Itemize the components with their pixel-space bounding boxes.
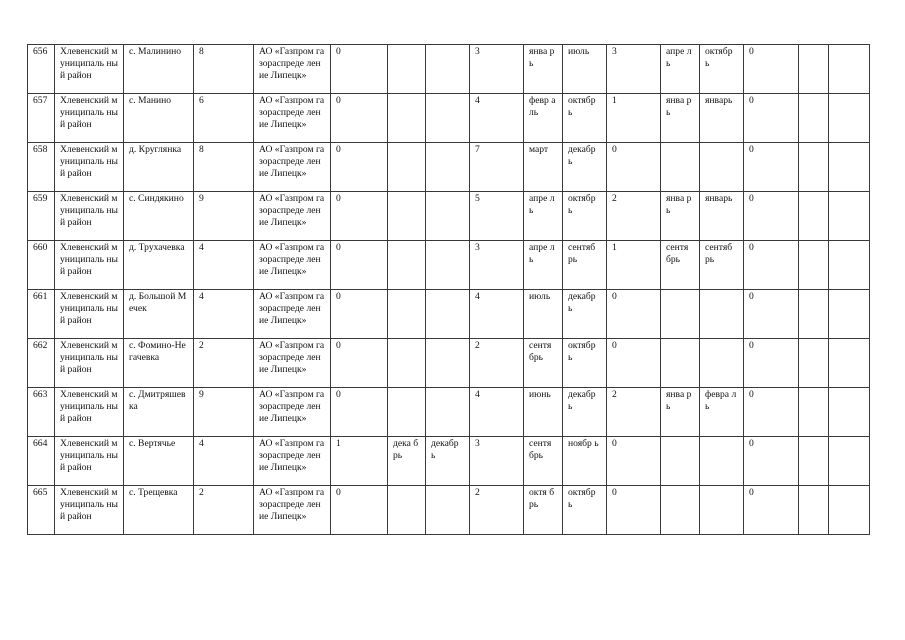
table-cell: октябр ь: [563, 339, 607, 388]
table-cell: 0: [331, 339, 388, 388]
table-cell: июль: [524, 290, 563, 339]
table-cell: 4: [470, 94, 524, 143]
table-cell: [426, 486, 470, 535]
table-cell: [661, 143, 700, 192]
table-cell: 661: [28, 290, 55, 339]
table-cell: 0: [331, 45, 388, 94]
table-cell: сентя брь: [524, 437, 563, 486]
table-cell: 0: [744, 241, 799, 290]
table-cell: Хлевенский муниципаль ный район: [55, 290, 124, 339]
table-cell: декабр ь: [563, 290, 607, 339]
table-cell: 9: [194, 388, 254, 437]
table-cell: 0: [607, 486, 661, 535]
table-cell: февр аль: [524, 94, 563, 143]
table-body: [28, 45, 870, 535]
table-cell: [829, 143, 870, 192]
table-cell: [829, 45, 870, 94]
table-cell: 662: [28, 339, 55, 388]
table-row: [28, 94, 870, 143]
table-cell: 4: [194, 437, 254, 486]
table-cell: сентя брь: [524, 339, 563, 388]
table-cell: 2: [470, 486, 524, 535]
table-row: [28, 290, 870, 339]
table-cell: [799, 192, 829, 241]
table-cell: 0: [744, 339, 799, 388]
table-cell: с. Вертячье: [124, 437, 194, 486]
table-cell: [829, 339, 870, 388]
table-cell: [426, 290, 470, 339]
table-cell: д. Большой Мечек: [124, 290, 194, 339]
table-cell: 1: [607, 241, 661, 290]
table-cell: 0: [744, 486, 799, 535]
table-cell: АО «Газпром газораспреде ление Липецк»: [254, 290, 331, 339]
table-cell: Хлевенский муниципаль ный район: [55, 192, 124, 241]
table-cell: апре ль: [661, 45, 700, 94]
table-cell: [829, 290, 870, 339]
table-cell: [426, 45, 470, 94]
table-cell: [388, 143, 426, 192]
table-cell: ноябр ь: [563, 437, 607, 486]
table-cell: 1: [331, 437, 388, 486]
table-cell: 1: [607, 94, 661, 143]
table-cell: [388, 290, 426, 339]
table-cell: [426, 143, 470, 192]
table-cell: с. Манино: [124, 94, 194, 143]
table-cell: 0: [607, 290, 661, 339]
table-cell: Хлевенский муниципаль ный район: [55, 45, 124, 94]
table-cell: [388, 486, 426, 535]
table-cell: [388, 241, 426, 290]
table-cell: [799, 143, 829, 192]
table-cell: дека брь: [388, 437, 426, 486]
table-cell: [388, 94, 426, 143]
table-cell: АО «Газпром газораспреде ление Липецк»: [254, 437, 331, 486]
table-cell: янва рь: [661, 388, 700, 437]
table-row: [28, 339, 870, 388]
table-cell: 3: [470, 437, 524, 486]
table-cell: 0: [607, 437, 661, 486]
table-cell: [388, 388, 426, 437]
table-cell: с. Фомино-Негачевка: [124, 339, 194, 388]
table-cell: 0: [331, 94, 388, 143]
table-cell: 0: [744, 290, 799, 339]
table-cell: сентяб рь: [700, 241, 744, 290]
table-cell: Хлевенский муниципаль ный район: [55, 388, 124, 437]
table-cell: 2: [194, 486, 254, 535]
table-cell: 0: [744, 45, 799, 94]
table-cell: Хлевенский муниципаль ный район: [55, 339, 124, 388]
data-table: [27, 44, 870, 535]
table-cell: [829, 192, 870, 241]
table-cell: октябр ь: [563, 94, 607, 143]
table-cell: [829, 486, 870, 535]
table-cell: янва рь: [524, 45, 563, 94]
table-cell: АО «Газпром газораспреде ление Липецк»: [254, 339, 331, 388]
table-cell: [661, 290, 700, 339]
table-cell: [661, 486, 700, 535]
table-cell: АО «Газпром газораспреде ление Липецк»: [254, 388, 331, 437]
table-cell: [426, 339, 470, 388]
table-cell: [388, 192, 426, 241]
table-row: [28, 437, 870, 486]
table-cell: октябр ь: [563, 192, 607, 241]
table-cell: 0: [331, 241, 388, 290]
table-cell: 5: [470, 192, 524, 241]
table-cell: [799, 388, 829, 437]
table-cell: [426, 241, 470, 290]
table-cell: 4: [194, 290, 254, 339]
table-cell: 0: [331, 290, 388, 339]
table-cell: декабр ь: [563, 388, 607, 437]
table-cell: 665: [28, 486, 55, 535]
table-cell: июнь: [524, 388, 563, 437]
table-cell: октябр ь: [563, 486, 607, 535]
table-cell: январь: [700, 94, 744, 143]
table-cell: [799, 290, 829, 339]
table-cell: 2: [607, 388, 661, 437]
table-cell: 2: [194, 339, 254, 388]
table-cell: 2: [470, 339, 524, 388]
table-cell: [661, 339, 700, 388]
table-cell: 8: [194, 45, 254, 94]
table-cell: 0: [744, 437, 799, 486]
table-cell: 0: [744, 192, 799, 241]
table-cell: 0: [331, 143, 388, 192]
table-cell: янва рь: [661, 94, 700, 143]
table-cell: [799, 45, 829, 94]
table-cell: с. Малинино: [124, 45, 194, 94]
table-cell: АО «Газпром газораспреде ление Липецк»: [254, 94, 331, 143]
table-cell: Хлевенский муниципаль ный район: [55, 437, 124, 486]
table-cell: 8: [194, 143, 254, 192]
table-cell: [829, 241, 870, 290]
table-cell: 660: [28, 241, 55, 290]
table-cell: [799, 339, 829, 388]
table-cell: 0: [744, 94, 799, 143]
table-cell: 4: [470, 290, 524, 339]
table-cell: Хлевенский муниципаль ный район: [55, 94, 124, 143]
table-cell: [661, 437, 700, 486]
table-cell: июль: [563, 45, 607, 94]
table-cell: апре ль: [524, 192, 563, 241]
table-cell: [426, 192, 470, 241]
table-cell: 0: [607, 339, 661, 388]
table-cell: д. Круглянка: [124, 143, 194, 192]
table-cell: 658: [28, 143, 55, 192]
table-cell: 664: [28, 437, 55, 486]
table-cell: 3: [607, 45, 661, 94]
table-cell: [700, 486, 744, 535]
table-cell: [426, 388, 470, 437]
table-cell: [799, 486, 829, 535]
table-cell: АО «Газпром газораспреде ление Липецк»: [254, 241, 331, 290]
table-cell: Хлевенский муниципаль ный район: [55, 143, 124, 192]
table-cell: АО «Газпром газораспреде ление Липецк»: [254, 143, 331, 192]
table-cell: [799, 241, 829, 290]
table-cell: сентяб рь: [563, 241, 607, 290]
table-row: [28, 45, 870, 94]
table-cell: 3: [470, 241, 524, 290]
table-cell: [700, 143, 744, 192]
table-cell: [426, 94, 470, 143]
table-cell: [799, 94, 829, 143]
table-cell: 4: [470, 388, 524, 437]
table-cell: 6: [194, 94, 254, 143]
table-cell: 0: [744, 143, 799, 192]
table-cell: январь: [700, 192, 744, 241]
table-cell: 0: [744, 388, 799, 437]
table-cell: февра ль: [700, 388, 744, 437]
table-cell: АО «Газпром газораспреде ление Липецк»: [254, 192, 331, 241]
table-cell: Хлевенский муниципаль ный район: [55, 486, 124, 535]
table-cell: 9: [194, 192, 254, 241]
table-cell: [700, 339, 744, 388]
table-cell: март: [524, 143, 563, 192]
table-cell: [829, 388, 870, 437]
table-cell: с. Трещевка: [124, 486, 194, 535]
table-cell: [829, 94, 870, 143]
table-cell: 0: [331, 486, 388, 535]
table-cell: 656: [28, 45, 55, 94]
table-cell: [799, 437, 829, 486]
table-cell: декабр ь: [563, 143, 607, 192]
table-row: [28, 241, 870, 290]
table-row: [28, 143, 870, 192]
table-cell: 3: [470, 45, 524, 94]
table-row: [28, 388, 870, 437]
table-cell: АО «Газпром газораспреде ление Липецк»: [254, 45, 331, 94]
table-cell: [700, 290, 744, 339]
table-cell: октя брь: [524, 486, 563, 535]
table-cell: 0: [331, 192, 388, 241]
table-row: [28, 486, 870, 535]
table-cell: октябр ь: [700, 45, 744, 94]
table-cell: с. Дмитряшев ка: [124, 388, 194, 437]
table-cell: 659: [28, 192, 55, 241]
table-cell: [388, 45, 426, 94]
table-cell: АО «Газпром газораспреде ление Липецк»: [254, 486, 331, 535]
table-row: [28, 192, 870, 241]
table-cell: сентя брь: [661, 241, 700, 290]
table-cell: д. Трухачевка: [124, 241, 194, 290]
table-cell: 657: [28, 94, 55, 143]
table-cell: апре ль: [524, 241, 563, 290]
table-cell: 2: [607, 192, 661, 241]
table-cell: 663: [28, 388, 55, 437]
table-cell: 0: [607, 143, 661, 192]
table-cell: 0: [331, 388, 388, 437]
table-cell: янва рь: [661, 192, 700, 241]
table-cell: [829, 437, 870, 486]
table-cell: [700, 437, 744, 486]
table-cell: 4: [194, 241, 254, 290]
table-cell: Хлевенский муниципаль ный район: [55, 241, 124, 290]
table-cell: декабр ь: [426, 437, 470, 486]
table-cell: [388, 339, 426, 388]
table-cell: с. Синдякино: [124, 192, 194, 241]
table-cell: 7: [470, 143, 524, 192]
